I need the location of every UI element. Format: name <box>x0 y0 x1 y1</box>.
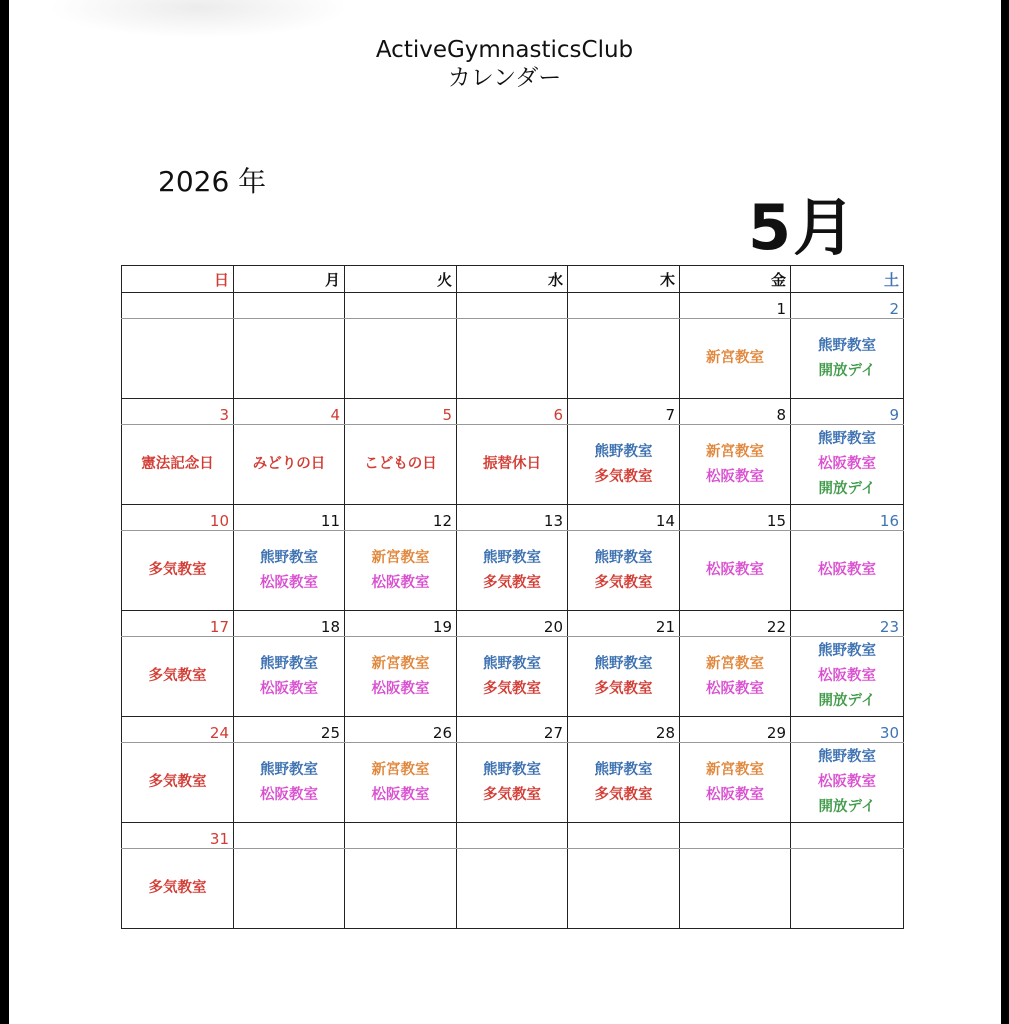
day-events-cell <box>791 531 904 611</box>
event-label: 松阪教室 <box>260 786 318 803</box>
event-label: 松阪教室 <box>706 680 764 697</box>
date-number: 21 <box>568 611 680 637</box>
event-label: 多気教室 <box>483 680 541 697</box>
weekday-thu: 木 <box>568 266 680 293</box>
date-number: 26 <box>345 717 457 743</box>
event-label: 新宮教室 <box>706 350 764 366</box>
date-number: 6 <box>457 399 568 425</box>
date-number <box>234 293 345 319</box>
event-label: 松阪教室 <box>818 668 876 684</box>
date-number: 5 <box>345 399 457 425</box>
week-6-date-row <box>122 823 904 849</box>
scan-smudge <box>49 0 349 38</box>
weekday-tue: 火 <box>345 266 457 293</box>
week-1-date-row <box>122 293 904 319</box>
event-label: 熊野教室 <box>818 337 876 354</box>
day-events-cell <box>122 319 234 399</box>
date-number: 28 <box>568 717 680 743</box>
event-label: 開放デイ <box>818 362 876 379</box>
calendar-subtitle: カレンダー <box>447 65 562 91</box>
day-events-cell <box>457 319 568 399</box>
weekday-sun: 日 <box>122 266 234 293</box>
month-label: 5月 <box>748 191 858 264</box>
date-number: 13 <box>457 505 568 531</box>
date-number: 14 <box>568 505 680 531</box>
day-events-cell <box>457 743 568 823</box>
day-events-cell <box>345 319 457 399</box>
date-number: 31 <box>122 823 234 849</box>
day-events-cell <box>457 425 568 505</box>
event-label: 松阪教室 <box>260 680 318 697</box>
event-label: 新宮教室 <box>706 761 764 778</box>
date-number: 30 <box>791 717 904 743</box>
event-label: 多気教室 <box>594 468 653 485</box>
day-events-cell <box>680 743 791 823</box>
day-events-cell <box>791 849 904 929</box>
day-events-cell <box>680 319 791 399</box>
event-label: 松阪教室 <box>818 774 876 790</box>
day-events-cell <box>345 743 457 823</box>
day-events-cell <box>791 425 904 505</box>
date-number: 19 <box>345 611 457 637</box>
event-label: 熊野教室 <box>594 761 653 778</box>
event-label: 開放デイ <box>818 799 876 815</box>
date-number: 1 <box>680 293 791 319</box>
event-label: 熊野教室 <box>594 655 653 672</box>
weekday-wed: 水 <box>457 266 568 293</box>
date-number: 25 <box>234 717 345 743</box>
day-events-cell <box>234 637 345 717</box>
event-label: 松阪教室 <box>706 468 764 485</box>
week-5-date-row <box>122 717 904 743</box>
day-events-cell <box>791 319 904 399</box>
weekday-header-row <box>122 266 904 293</box>
event-label: 多気教室 <box>594 574 653 591</box>
event-label: こどもの日 <box>364 456 437 472</box>
day-events-cell <box>234 319 345 399</box>
event-label: 多気教室 <box>148 880 207 896</box>
day-events-cell <box>791 637 904 717</box>
day-events-cell <box>791 743 904 823</box>
event-label: 多気教室 <box>483 786 541 803</box>
event-label: 多気教室 <box>148 668 207 684</box>
week-5-events-row <box>122 743 904 823</box>
date-number: 20 <box>457 611 568 637</box>
event-label: 松阪教室 <box>371 680 430 697</box>
event-label: 松阪教室 <box>260 574 318 591</box>
date-number: 8 <box>680 399 791 425</box>
date-number: 29 <box>680 717 791 743</box>
date-number: 11 <box>234 505 345 531</box>
day-events-cell <box>122 849 234 929</box>
event-label: 憲法記念日 <box>141 456 214 472</box>
date-number <box>234 823 345 849</box>
date-number: 23 <box>791 611 904 637</box>
date-number <box>345 823 457 849</box>
week-2-date-row <box>122 399 904 425</box>
date-number: 22 <box>680 611 791 637</box>
day-events-cell <box>568 849 680 929</box>
day-events-cell <box>680 425 791 505</box>
date-number: 10 <box>122 505 234 531</box>
event-label: 松阪教室 <box>371 786 430 803</box>
weekday-sat: 土 <box>791 266 904 293</box>
day-events-cell <box>345 531 457 611</box>
date-number: 16 <box>791 505 904 531</box>
event-label: 新宮教室 <box>706 443 764 460</box>
event-label: 熊野教室 <box>260 761 318 778</box>
event-label: 多気教室 <box>483 574 541 591</box>
date-number: 27 <box>457 717 568 743</box>
day-events-cell <box>234 743 345 823</box>
event-label: 新宮教室 <box>371 655 430 672</box>
day-events-cell <box>122 743 234 823</box>
event-label: 熊野教室 <box>483 761 541 778</box>
day-events-cell <box>568 319 680 399</box>
date-number <box>680 823 791 849</box>
date-number <box>457 823 568 849</box>
day-events-cell <box>345 637 457 717</box>
day-events-cell <box>345 849 457 929</box>
day-events-cell <box>680 637 791 717</box>
day-events-cell <box>345 425 457 505</box>
event-label: 熊野教室 <box>483 549 541 566</box>
event-label: 新宮教室 <box>706 655 764 672</box>
day-events-cell <box>568 637 680 717</box>
event-label: 熊野教室 <box>260 549 318 566</box>
week-1-events-row <box>122 319 904 399</box>
week-3-date-row <box>122 505 904 531</box>
day-events-cell <box>234 531 345 611</box>
event-label: 松阪教室 <box>706 562 764 578</box>
event-label: 熊野教室 <box>594 443 653 460</box>
day-events-cell <box>457 849 568 929</box>
event-label: 熊野教室 <box>818 643 876 659</box>
event-label: 多気教室 <box>148 774 207 790</box>
event-label: 新宮教室 <box>371 549 430 566</box>
day-events-cell <box>122 637 234 717</box>
date-number <box>457 293 568 319</box>
date-number: 24 <box>122 717 234 743</box>
month-calendar <box>121 265 904 929</box>
date-number: 18 <box>234 611 345 637</box>
day-events-cell <box>568 743 680 823</box>
event-label: 松阪教室 <box>818 456 876 472</box>
event-label: 松阪教室 <box>818 562 876 578</box>
event-label: 松阪教室 <box>706 786 764 803</box>
date-number: 12 <box>345 505 457 531</box>
date-number: 15 <box>680 505 791 531</box>
event-label: みどりの日 <box>252 456 326 472</box>
week-4-events-row <box>122 637 904 717</box>
week-4-date-row <box>122 611 904 637</box>
event-label: 熊野教室 <box>483 655 541 672</box>
event-label: 振替休日 <box>483 456 541 472</box>
day-events-cell <box>680 531 791 611</box>
event-label: 新宮教室 <box>371 761 430 778</box>
weekday-fri: 金 <box>680 266 791 293</box>
date-number: 17 <box>122 611 234 637</box>
event-label: 開放デイ <box>818 481 876 497</box>
day-events-cell <box>568 531 680 611</box>
day-events-cell <box>122 531 234 611</box>
week-6-events-row <box>122 849 904 929</box>
date-number: 2 <box>791 293 904 319</box>
date-number <box>791 823 904 849</box>
day-events-cell <box>680 849 791 929</box>
event-label: 熊野教室 <box>818 431 876 447</box>
day-events-cell <box>457 531 568 611</box>
event-label: 多気教室 <box>148 562 207 578</box>
week-3-events-row <box>122 531 904 611</box>
club-name: ActiveGymnasticsClub <box>375 37 634 63</box>
event-label: 開放デイ <box>818 693 876 709</box>
event-label: 熊野教室 <box>260 655 318 672</box>
date-number: 4 <box>234 399 345 425</box>
date-number <box>122 293 234 319</box>
week-2-events-row <box>122 425 904 505</box>
event-label: 多気教室 <box>594 786 653 803</box>
day-events-cell <box>234 425 345 505</box>
date-number: 7 <box>568 399 680 425</box>
day-events-cell <box>122 425 234 505</box>
date-number: 3 <box>122 399 234 425</box>
date-number: 9 <box>791 399 904 425</box>
event-label: 多気教室 <box>594 680 653 697</box>
day-events-cell <box>568 425 680 505</box>
event-label: 熊野教室 <box>594 549 653 566</box>
date-number <box>568 293 680 319</box>
day-events-cell <box>234 849 345 929</box>
event-label: 熊野教室 <box>818 749 876 765</box>
date-number <box>345 293 457 319</box>
date-number <box>568 823 680 849</box>
weekday-mon: 月 <box>234 266 345 293</box>
year-label: 2026 年 <box>158 165 267 198</box>
day-events-cell <box>457 637 568 717</box>
event-label: 松阪教室 <box>371 574 430 591</box>
